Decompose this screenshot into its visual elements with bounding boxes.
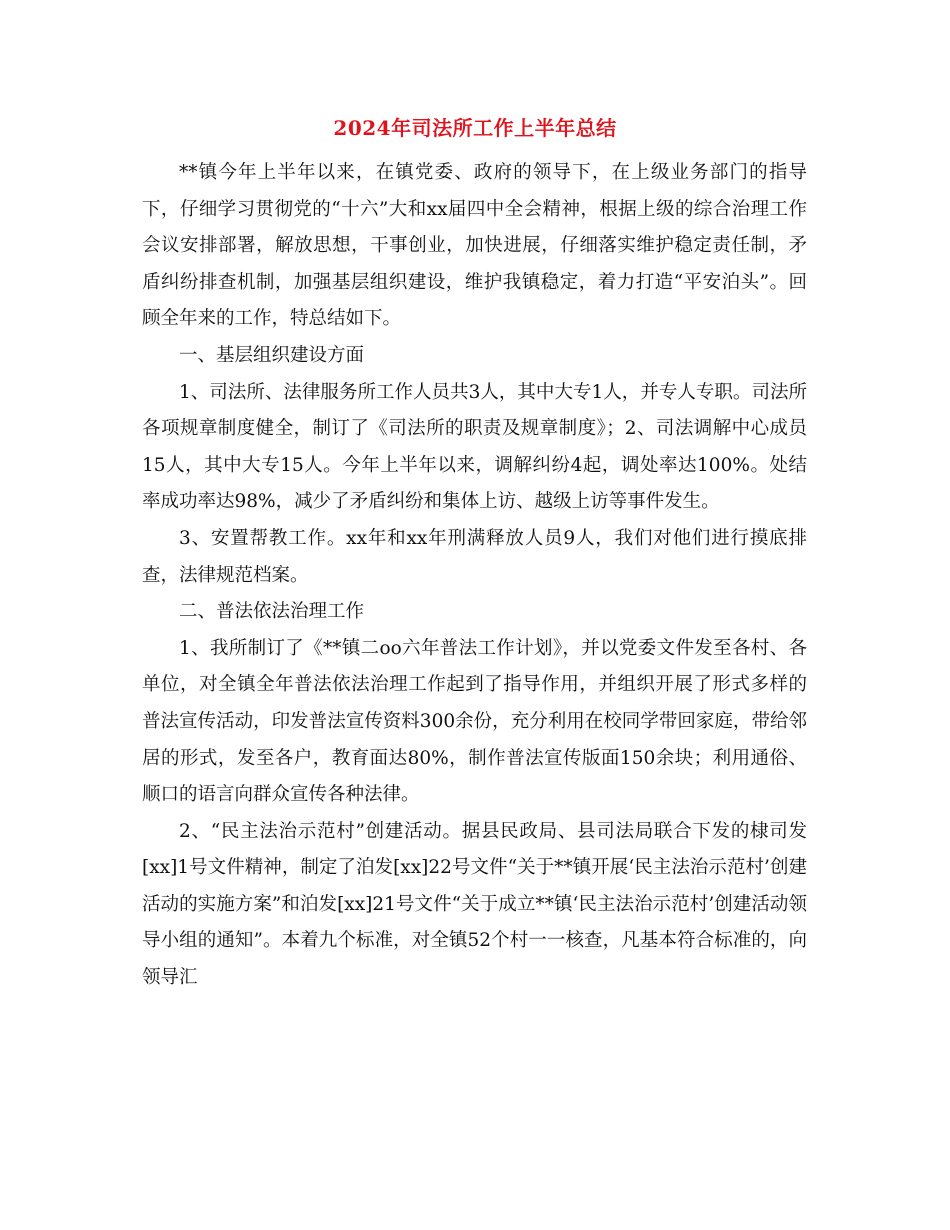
section-heading-legal-education: 二、普法依法治理工作	[179, 601, 365, 623]
document-title: 2024年司法所工作上半年总结	[333, 116, 617, 140]
document-body	[142, 155, 807, 997]
paragraph-resettlement: 3、安置帮教工作。xx年和xx年刑满释放人员9人，我们对他们进行摸底排查，法律规范档案。	[142, 527, 807, 586]
paragraph-staffing-mediation: 1、司法所、法律服务所工作人员共3人，其中大专1人，并专人专职。司法所各项规章制度健全，制订了《司法所的职责及规章制度》；2、司法调解中心成员15人，其中大专15人。今年上半年以来，调解纠纷4起，调处率达100%。处结率成功率达98%，减少了矛盾纠纷和集体上访、越级上访等事件发生。	[142, 381, 807, 513]
paragraph-legal-education-plan: 1、我所制订了《**镇二oo六年普法工作计划》，并以党委文件发至各村、各单位，对全镇全年普法依法治理工作起到了指导作用，并组织开展了形式多样的普法宣传活动，印发普法宣传资料300余份，充分利用在校同学带回家庭，带给邻居的形式，发至各户，教育面达80%，制作普法宣传版面150余块；利用通俗、顺口的语言向群众宣传各种法律。	[142, 637, 807, 806]
section-heading-grassroots: 一、基层组织建设方面	[179, 344, 365, 366]
intro-paragraph: **镇今年上半年以来，在镇党委、政府的领导下，在上级业务部门的指导下，仔细学习贯彻党的“十六”大和xx届四中全会精神，根据上级的综合治理工作会议安排部署，解放思想，干事创业，加快进展，仔细落实维护稳定责任制，矛盾纠纷排查机制，加强基层组织建设，维护我镇稳定，着力打造“平安泊头”。回顾全年来的工作，特总结如下。	[142, 162, 807, 330]
paragraph-model-village: 2、“民主法治示范村”创建活动。据县民政局、县司法局联合下发的棣司发[xx]1号文件精神，制定了泊发[xx]22号文件“关于**镇开展‘民主法治示范村’创建活动的实施方案”和泊发[xx]21号文件“关于成立**镇‘民主法治示范村’创建活动领导小组的通知”。本着九个标准，对全镇52个村一一核查，凡基本符合标准的，向领导汇	[142, 820, 807, 989]
